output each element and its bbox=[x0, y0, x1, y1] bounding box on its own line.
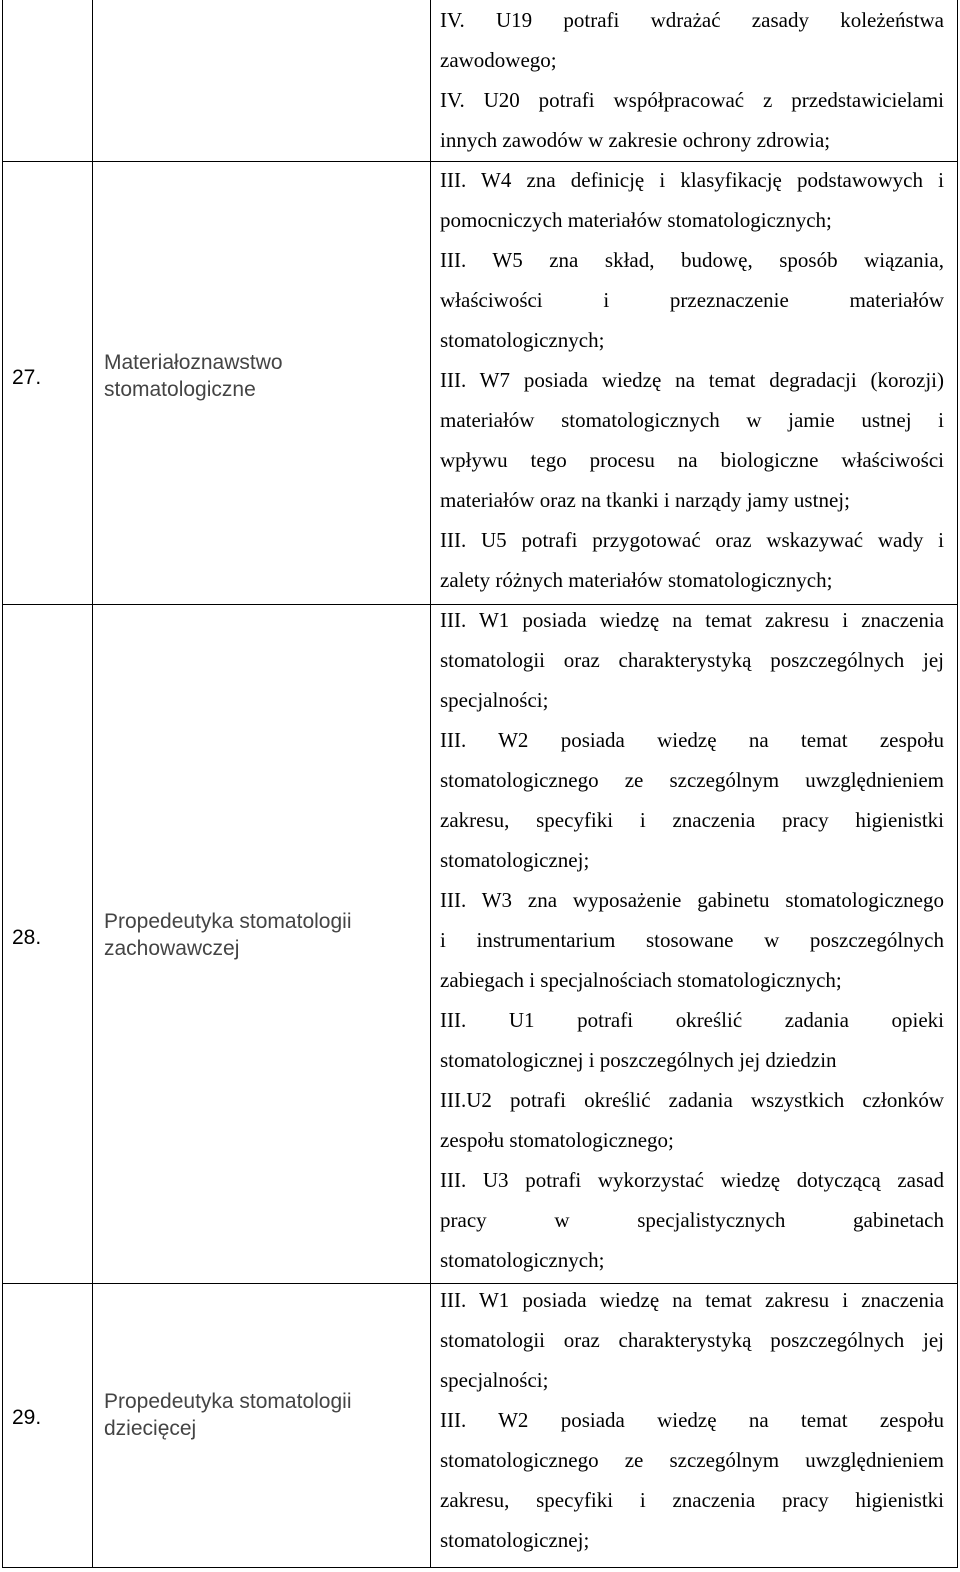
outcome-line: III. W2 posiada wiedzę na temat zespołu bbox=[440, 728, 944, 752]
outcome-line: zespołu stomatologicznego; bbox=[440, 1128, 674, 1152]
outcome-line: materiałów stomatologicznych w jamie ustnej i bbox=[440, 408, 944, 432]
row-continuation-outcomes bbox=[440, 0, 944, 160]
outcome-line: III. W4 zna definicję i klasyfikację podstawowych i bbox=[440, 168, 944, 192]
outcome-line: III. U3 potrafi wykorzystać wiedzę dotyczącą zasad bbox=[440, 1168, 944, 1192]
table-border-right bbox=[957, 0, 958, 1568]
outcome-line: innych zawodów w zakresie ochrony zdrowia; bbox=[440, 128, 831, 152]
outcome-line: stomatologicznej; bbox=[440, 1528, 590, 1552]
subject-28: Propedeutyka stomatologii zachowawczej bbox=[104, 910, 352, 960]
outcome-line: III. W3 zna wyposażenie gabinetu stomatologicznego bbox=[440, 888, 944, 912]
outcome-line: specjalności; bbox=[440, 1368, 549, 1392]
outcome-line: III. W5 zna skład, budowę, sposób wiązania, bbox=[440, 248, 944, 272]
row-27-outcomes bbox=[440, 160, 944, 600]
row-number-28: 28. bbox=[12, 926, 42, 949]
outcome-line: wpływu tego procesu na biologiczne właściwości bbox=[440, 448, 944, 472]
outcome-line: stomatologicznego ze szczególnym uwzględnieniem bbox=[440, 1448, 944, 1472]
outcome-line: zalety różnych materiałów stomatologicznych; bbox=[440, 568, 833, 592]
table-border-col1 bbox=[92, 0, 93, 1568]
table-border-col2 bbox=[430, 0, 431, 1568]
subject-27: Materiałoznawstwo stomatologiczne bbox=[104, 351, 283, 401]
outcome-line: stomatologii oraz charakterystyką poszczególnych jej bbox=[440, 648, 944, 672]
outcome-line: III.U2 potrafi określić zadania wszystkich członków bbox=[440, 1088, 944, 1112]
row-number-29: 29. bbox=[12, 1406, 42, 1429]
outcome-line: materiałów oraz na tkanki i narządy jamy ustnej; bbox=[440, 488, 850, 512]
outcome-line: III. W1 posiada wiedzę na temat zakresu i znaczenia bbox=[440, 608, 944, 632]
outcome-line: III. W1 posiada wiedzę na temat zakresu i znaczenia bbox=[440, 1288, 944, 1312]
outcome-line: stomatologicznego ze szczególnym uwzględnieniem bbox=[440, 768, 944, 792]
outcome-line: III. W7 posiada wiedzę na temat degradacji (korozji) bbox=[440, 368, 944, 392]
outcome-line: stomatologii oraz charakterystyką poszczególnych jej bbox=[440, 1328, 944, 1352]
outcome-line: III. W2 posiada wiedzę na temat zespołu bbox=[440, 1408, 944, 1432]
outcome-line: stomatologicznej i poszczególnych jej dziedzin bbox=[440, 1048, 837, 1072]
table-border-left bbox=[2, 0, 3, 1568]
outcome-line: stomatologicznych; bbox=[440, 1248, 605, 1272]
table-border-bottom bbox=[2, 1567, 958, 1568]
outcome-line: stomatologicznych; bbox=[440, 328, 605, 352]
row-28-outcomes bbox=[440, 600, 944, 1280]
outcome-line: zabiegach i specjalnościach stomatologicznych; bbox=[440, 968, 842, 992]
outcome-line: pomocniczych materiałów stomatologicznych; bbox=[440, 208, 832, 232]
outcome-line: i instrumentarium stosowane w poszczególnych bbox=[440, 928, 944, 952]
row-29-outcomes bbox=[440, 1280, 944, 1560]
subject-29: Propedeutyka stomatologii dziecięcej bbox=[104, 1390, 352, 1440]
outcome-line: III. U5 potrafi przygotować oraz wskazywać wady i bbox=[440, 528, 944, 552]
outcome-line: pracy w specjalistycznych gabinetach bbox=[440, 1208, 944, 1232]
outcome-line: stomatologicznej; bbox=[440, 848, 590, 872]
outcome-line: III. U1 potrafi określić zadania opieki bbox=[440, 1008, 944, 1032]
outcome-line: właściwości i przeznaczenie materiałów bbox=[440, 288, 944, 312]
row-number-27: 27. bbox=[12, 366, 42, 389]
outcome-line: IV. U19 potrafi wdrażać zasady koleżeństwa bbox=[440, 8, 944, 32]
outcome-line: IV. U20 potrafi współpracować z przedstawicielami bbox=[440, 88, 944, 112]
outcome-line: zawodowego; bbox=[440, 48, 557, 72]
outcome-line: specjalności; bbox=[440, 688, 549, 712]
outcome-line: zakresu, specyfiki i znaczenia pracy higienistki bbox=[440, 808, 944, 832]
outcome-line: zakresu, specyfiki i znaczenia pracy higienistki bbox=[440, 1488, 944, 1512]
